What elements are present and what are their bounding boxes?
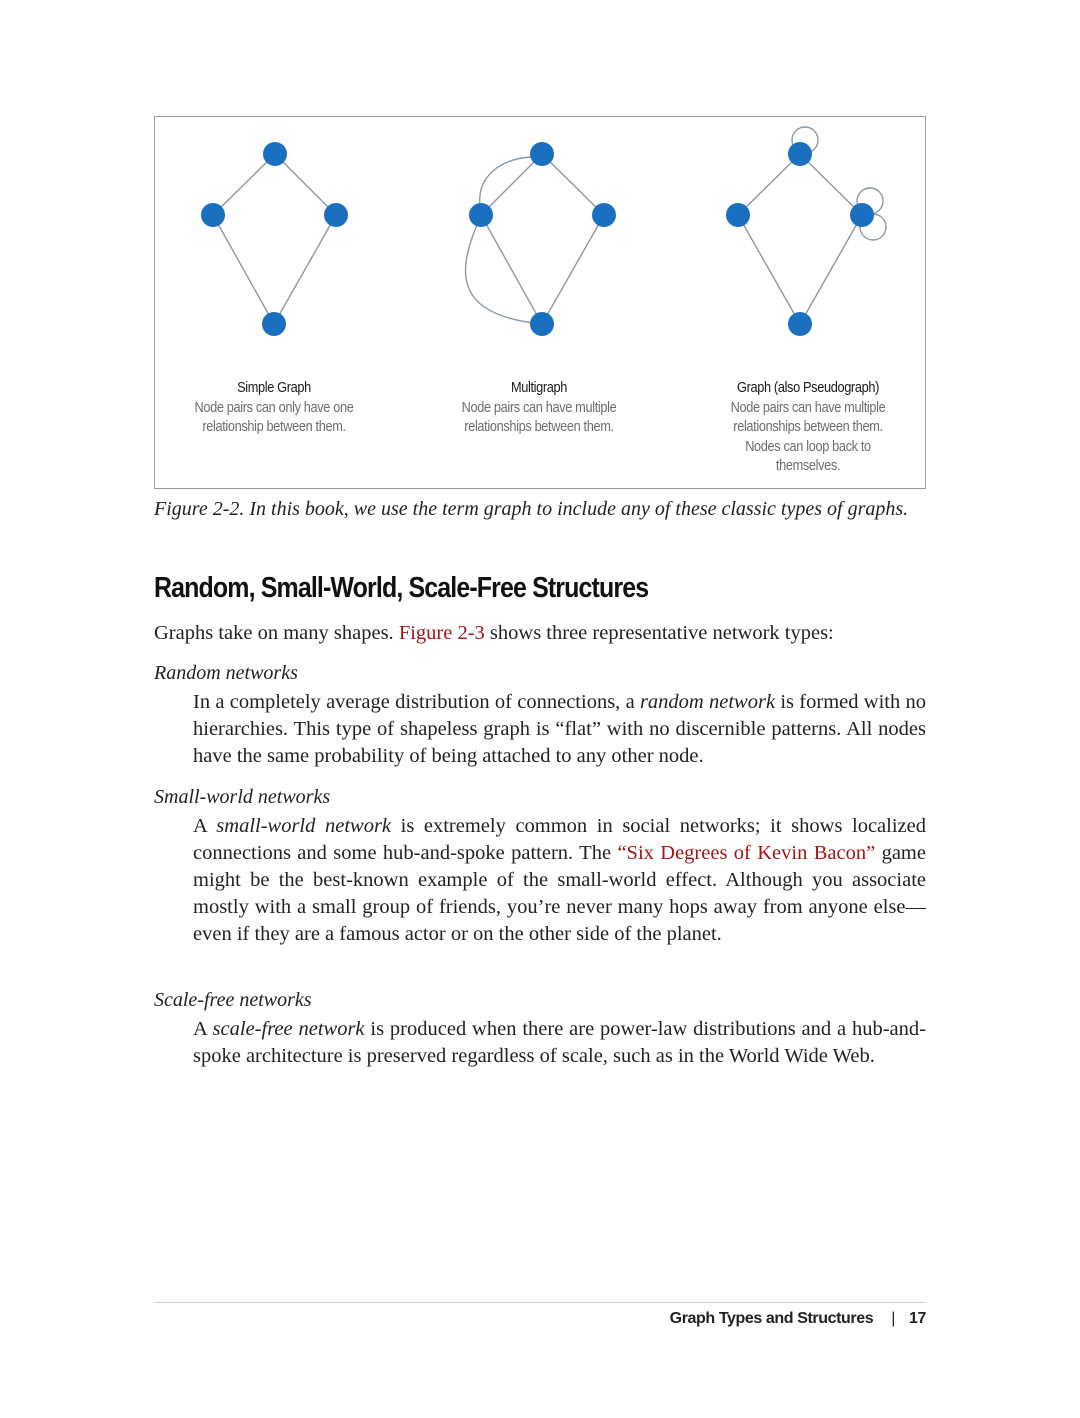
edge: [800, 215, 862, 324]
panel-desc-line: relationships between them.: [464, 419, 614, 435]
simple-graph-caption: [164, 379, 384, 438]
def-emphasis: scale-free network: [212, 1018, 365, 1040]
figure-caption: Figure 2-2. In this book, we use the term graph to include any of these classic types of graphs.: [154, 498, 909, 520]
pseudograph: [726, 127, 886, 336]
term-random-networks: Random networks: [154, 662, 298, 684]
panel-desc-line: Node pairs can only have one: [194, 399, 354, 416]
edge: [542, 215, 604, 324]
page-footer: [670, 1310, 926, 1328]
definition-scale-free-networks: [193, 1016, 926, 1070]
panel-title: Graph (also Pseudograph): [737, 380, 879, 396]
edge: [738, 154, 800, 215]
kevin-bacon-link[interactable]: “Six Degrees of Kevin Bacon”: [617, 842, 876, 864]
intro-text: shows three representative network types:: [484, 622, 834, 644]
definition-small-world-networks: [193, 813, 926, 948]
node: [262, 312, 286, 336]
node: [201, 203, 225, 227]
panel-title: Simple Graph: [237, 380, 311, 396]
node: [324, 203, 348, 227]
edge: [542, 154, 604, 215]
term-scale-free-networks: Scale-free networks: [154, 989, 312, 1011]
multigraph-caption: [429, 379, 649, 438]
def-emphasis: small-world network: [216, 815, 392, 837]
parallel-edge: [466, 225, 533, 323]
node: [469, 203, 493, 227]
node: [592, 203, 616, 227]
footer-divider: [154, 1302, 926, 1303]
panel-desc-line: Nodes can loop back to: [745, 438, 871, 455]
term-small-world-networks: Small-world networks: [154, 786, 331, 808]
edge: [800, 154, 862, 215]
node: [788, 312, 812, 336]
edge: [274, 215, 336, 324]
edge: [481, 215, 542, 324]
simple-graph: [201, 142, 348, 336]
panel-desc-line: themselves.: [775, 458, 841, 474]
node: [788, 142, 812, 166]
footer-separator: |: [891, 1310, 895, 1327]
definition-random-networks: [193, 689, 926, 770]
section-heading: Random, Small-World, Scale-Free Structures: [154, 572, 649, 604]
edge: [275, 154, 336, 215]
node: [530, 142, 554, 166]
figure-2-3-link[interactable]: Figure 2-3: [398, 622, 485, 644]
def-emphasis: random network: [639, 691, 776, 713]
panel-desc-line: Node pairs can have multiple: [730, 399, 886, 416]
def-text: A: [193, 815, 217, 837]
parallel-edge: [480, 157, 531, 205]
pseudograph-caption: [698, 379, 918, 477]
page-number: 17: [909, 1310, 926, 1327]
node: [726, 203, 750, 227]
def-text: game might be the best-known example of the small-world effect. Although you associate mostly with a small group of friends, you’re never many hops away from anyone else—even if they are a famous actor or on the other side of the planet.: [193, 842, 926, 945]
node: [850, 203, 874, 227]
node: [530, 312, 554, 336]
def-text: A: [193, 1018, 213, 1040]
chapter-title: Graph Types and Structures: [669, 1310, 874, 1327]
panel-title: Multigraph: [510, 380, 568, 396]
def-text: In a completely average distribution of connections, a: [193, 691, 640, 713]
edge: [213, 154, 275, 215]
edge: [213, 215, 274, 324]
intro-text: Graphs take on many shapes.: [154, 622, 399, 644]
intro-paragraph: [154, 620, 926, 647]
edge: [738, 215, 800, 324]
panel-desc-line: relationships between them.: [733, 419, 883, 435]
figure-2-2: [154, 116, 926, 489]
node: [263, 142, 287, 166]
panel-desc-line: relationship between them.: [202, 419, 346, 435]
multigraph: [466, 142, 616, 336]
def-text: is extremely common in social networks; it shows localized connections and some hub-and-spoke pattern. The: [193, 815, 926, 864]
def-text: is produced when there are power-law distributions and a hub-and-spoke architecture is preserved regardless of scale, such as in the World Wide Web.: [193, 1018, 926, 1067]
panel-desc-line: Node pairs can have multiple: [461, 399, 617, 416]
edge: [481, 154, 542, 215]
def-text: is formed with no hierarchies. This type of shapeless graph is “flat” with no discernible patterns. All nodes have the same probability of being attached to any other node.: [193, 691, 926, 767]
